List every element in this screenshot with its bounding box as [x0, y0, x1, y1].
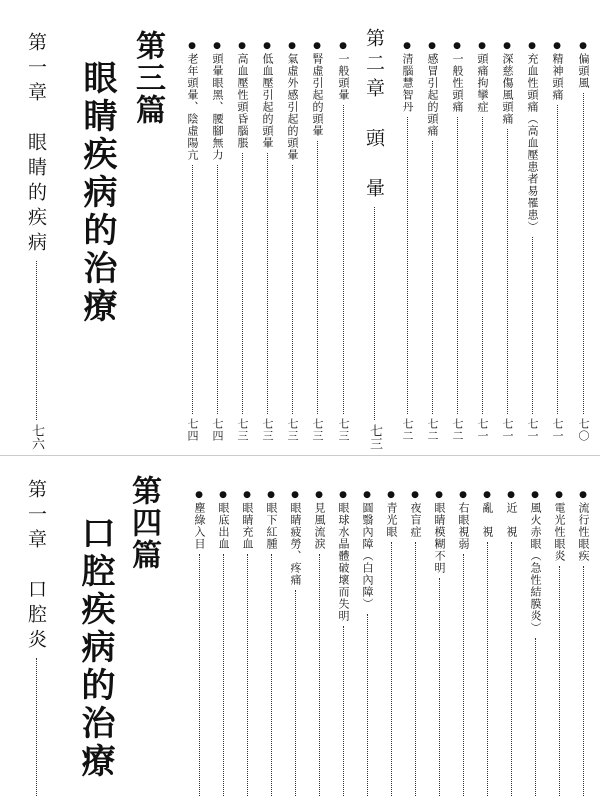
entry-page: 七一 — [526, 418, 539, 442]
toc-entry[interactable] — [521, 42, 543, 442]
bullet-icon: ● — [313, 41, 321, 51]
bottom-section — [0, 455, 600, 800]
entry-page: 七三 — [261, 418, 274, 442]
dot-leader — [415, 542, 416, 796]
bullet-icon: ● — [315, 490, 323, 500]
entry-title: 眼下紅腫 — [265, 502, 278, 550]
chapter-title: 第一章 口腔炎 — [25, 479, 47, 654]
entry-title: 深慈傷風頭痛 — [501, 53, 514, 125]
entry-title: 高血壓性頭昏腦脹 — [236, 53, 249, 149]
bullet-icon: ● — [459, 490, 467, 500]
toc-entry[interactable] — [206, 42, 228, 442]
part-label: 第三篇 — [130, 30, 165, 126]
bullet-icon: ● — [219, 490, 227, 500]
chapter-title: 第一章 眼睛的疾病 — [25, 32, 47, 257]
bullet-icon: ● — [507, 490, 515, 500]
entry-title: 清腦慧智丹 — [401, 53, 414, 113]
entry-page: 七一 — [476, 418, 489, 442]
toc-entry[interactable] — [188, 491, 210, 800]
toc-entry[interactable] — [524, 491, 546, 800]
dot-leader — [559, 566, 560, 796]
bullet-icon: ● — [555, 490, 563, 500]
toc-entry[interactable] — [452, 491, 474, 800]
bullet-icon: ● — [291, 490, 299, 500]
dot-leader — [36, 658, 37, 796]
dot-leader — [507, 129, 508, 414]
bullet-icon: ● — [428, 41, 436, 51]
entry-title: 腎虛引起的頭暈 — [311, 53, 324, 137]
toc-entry[interactable] — [308, 491, 330, 800]
toc-entry[interactable] — [428, 491, 450, 800]
entry-page: 七二 — [451, 418, 464, 442]
dot-leader — [391, 542, 392, 796]
entry-page: 七三 — [286, 418, 299, 442]
dot-leader — [295, 590, 296, 796]
bullet-icon: ● — [267, 490, 275, 500]
bullet-icon: ● — [579, 490, 587, 500]
entry-page: 七二 — [401, 418, 414, 442]
dot-leader — [463, 554, 464, 796]
entry-page: 七四 — [186, 418, 199, 442]
toc-entry[interactable] — [546, 42, 568, 442]
toc-entry[interactable] — [306, 42, 328, 442]
entry-title: 精神頭痛 — [551, 53, 564, 101]
bullet-icon: ● — [478, 41, 486, 51]
dot-leader — [292, 165, 293, 414]
part-label: 第四篇 — [126, 475, 161, 571]
bullet-icon: ● — [579, 41, 587, 51]
bullet-icon: ● — [188, 41, 196, 51]
toc-entry[interactable] — [476, 491, 498, 800]
dot-leader — [247, 554, 248, 796]
entry-title: 眼睛模糊不明 — [433, 502, 446, 574]
entry-page: 七二 — [426, 418, 439, 442]
page-number: 七三 — [367, 424, 382, 450]
toc-entry[interactable] — [500, 491, 522, 800]
toc-entry[interactable] — [181, 42, 203, 442]
entry-title: 風火赤眼（急性結膜炎） — [529, 502, 542, 634]
toc-entry[interactable] — [404, 491, 426, 800]
entry-title: 近 視 — [505, 502, 518, 538]
dot-leader — [482, 117, 483, 414]
bullet-icon: ● — [483, 490, 491, 500]
entry-title: 亂 視 — [481, 502, 494, 538]
toc-entry[interactable] — [332, 42, 354, 442]
dot-leader — [36, 261, 37, 420]
chapter-title: 第二章 頭 暈 — [363, 28, 385, 203]
bullet-icon: ● — [553, 41, 561, 51]
toc-entry[interactable] — [548, 491, 570, 800]
entry-title: 充血性頭痛（高血壓患者易罹患） — [526, 53, 539, 233]
entry-title: 感冒引起的頭痛 — [426, 53, 439, 137]
part-title: 眼睛疾病的治療 — [77, 60, 117, 326]
entry-title: 夜盲症 — [409, 502, 422, 538]
entry-title: 流行性眼疾 — [577, 502, 590, 562]
entry-title: 電光性眼炎 — [553, 502, 566, 562]
dot-leader — [439, 578, 440, 796]
entry-title: 頭暈眼黑、腰腳無力 — [211, 53, 224, 161]
toc-entry[interactable] — [396, 42, 418, 442]
dot-leader — [532, 237, 533, 414]
bullet-icon: ● — [435, 490, 443, 500]
bullet-icon: ● — [528, 41, 536, 51]
dot-leader — [407, 117, 408, 414]
dot-leader — [242, 153, 243, 414]
dot-leader — [319, 554, 320, 796]
entry-title: 眼球水晶體破壞而失明 — [337, 502, 350, 622]
entry-page: 七三 — [311, 418, 324, 442]
dot-leader — [271, 554, 272, 796]
dot-leader — [535, 638, 536, 796]
entry-title: 頭痛拘攣症 — [476, 53, 489, 113]
bullet-icon: ● — [453, 41, 461, 51]
toc-entry[interactable] — [496, 42, 518, 442]
dot-leader — [267, 153, 268, 414]
entry-page: 七一 — [551, 418, 564, 442]
entry-title: 氣虛外感引起的頭暈 — [286, 53, 299, 161]
dot-leader — [511, 542, 512, 796]
bullet-icon: ● — [411, 490, 419, 500]
toc-entry[interactable] — [231, 42, 253, 442]
entry-title: 偏頭風 — [577, 53, 590, 89]
bullet-icon: ● — [339, 41, 347, 51]
bullet-icon: ● — [243, 490, 251, 500]
bullet-icon: ● — [288, 41, 296, 51]
entry-page: 七〇 — [577, 418, 590, 442]
entry-page: 七三 — [337, 418, 350, 442]
dot-leader — [317, 141, 318, 414]
entry-title: 眼底出血 — [217, 502, 230, 550]
page-number: 七六 — [29, 424, 44, 450]
toc-entry[interactable] — [421, 42, 443, 442]
bullet-icon: ● — [238, 41, 246, 51]
bullet-icon: ● — [387, 490, 395, 500]
part-title: 口腔疾病的治療 — [75, 515, 115, 781]
bullet-icon: ● — [503, 41, 511, 51]
bullet-icon: ● — [213, 41, 221, 51]
toc-entry[interactable] — [281, 42, 303, 442]
bullet-icon: ● — [263, 41, 271, 51]
entry-page: 七四 — [211, 418, 224, 442]
toc-entry[interactable] — [284, 491, 306, 800]
toc-entry[interactable] — [332, 491, 354, 800]
entry-title: 眼睛疲勞、疼痛 — [289, 502, 302, 586]
dot-leader — [199, 554, 200, 796]
entry-title: 老年頭暈、陰虛陽亢 — [186, 53, 199, 161]
bullet-icon: ● — [531, 490, 539, 500]
dot-leader — [343, 105, 344, 414]
entry-title: 見風流淚 — [313, 502, 326, 550]
entry-page: 七三 — [236, 418, 249, 442]
dot-leader — [217, 165, 218, 414]
toc-entry[interactable] — [446, 42, 468, 442]
bullet-icon: ● — [339, 490, 347, 500]
chapter-stomatitis[interactable] — [22, 479, 50, 800]
entry-title: 眼睛充血 — [241, 502, 254, 550]
toc-entry[interactable] — [256, 42, 278, 442]
toc-entry[interactable] — [380, 491, 402, 800]
toc-entry[interactable] — [356, 491, 378, 800]
entry-title: 一般性頭痛 — [451, 53, 464, 113]
toc-entry[interactable] — [212, 491, 234, 800]
dot-leader — [432, 141, 433, 414]
chapter-eye-diseases[interactable] — [22, 32, 50, 450]
entry-title: 圓翳內障（白內障） — [361, 502, 374, 610]
dot-leader — [367, 614, 368, 796]
entry-title: 塵綠入目 — [193, 502, 206, 550]
entry-page: 七一 — [501, 418, 514, 442]
dot-leader — [557, 105, 558, 414]
dot-leader — [223, 554, 224, 796]
dot-leader — [487, 542, 488, 796]
dot-leader — [583, 566, 584, 796]
entry-title: 低血壓引起的頭暈 — [261, 53, 274, 149]
toc-entry[interactable] — [236, 491, 258, 800]
bullet-icon: ● — [403, 41, 411, 51]
dot-leader — [374, 207, 375, 420]
dot-leader — [457, 117, 458, 414]
toc-entry[interactable] — [260, 491, 282, 800]
toc-entry[interactable] — [471, 42, 493, 442]
dot-leader — [192, 165, 193, 414]
chapter-dizziness[interactable] — [360, 28, 388, 450]
toc-entry[interactable] — [572, 491, 594, 800]
bullet-icon: ● — [363, 490, 371, 500]
bullet-icon: ● — [195, 490, 203, 500]
dot-leader — [583, 93, 584, 414]
toc-entry[interactable] — [572, 42, 594, 442]
entry-title: 右眼視弱 — [457, 502, 470, 550]
dot-leader — [343, 626, 344, 796]
entry-title: 青光眼 — [385, 502, 398, 538]
entry-title: 一般頭暈 — [337, 53, 350, 101]
